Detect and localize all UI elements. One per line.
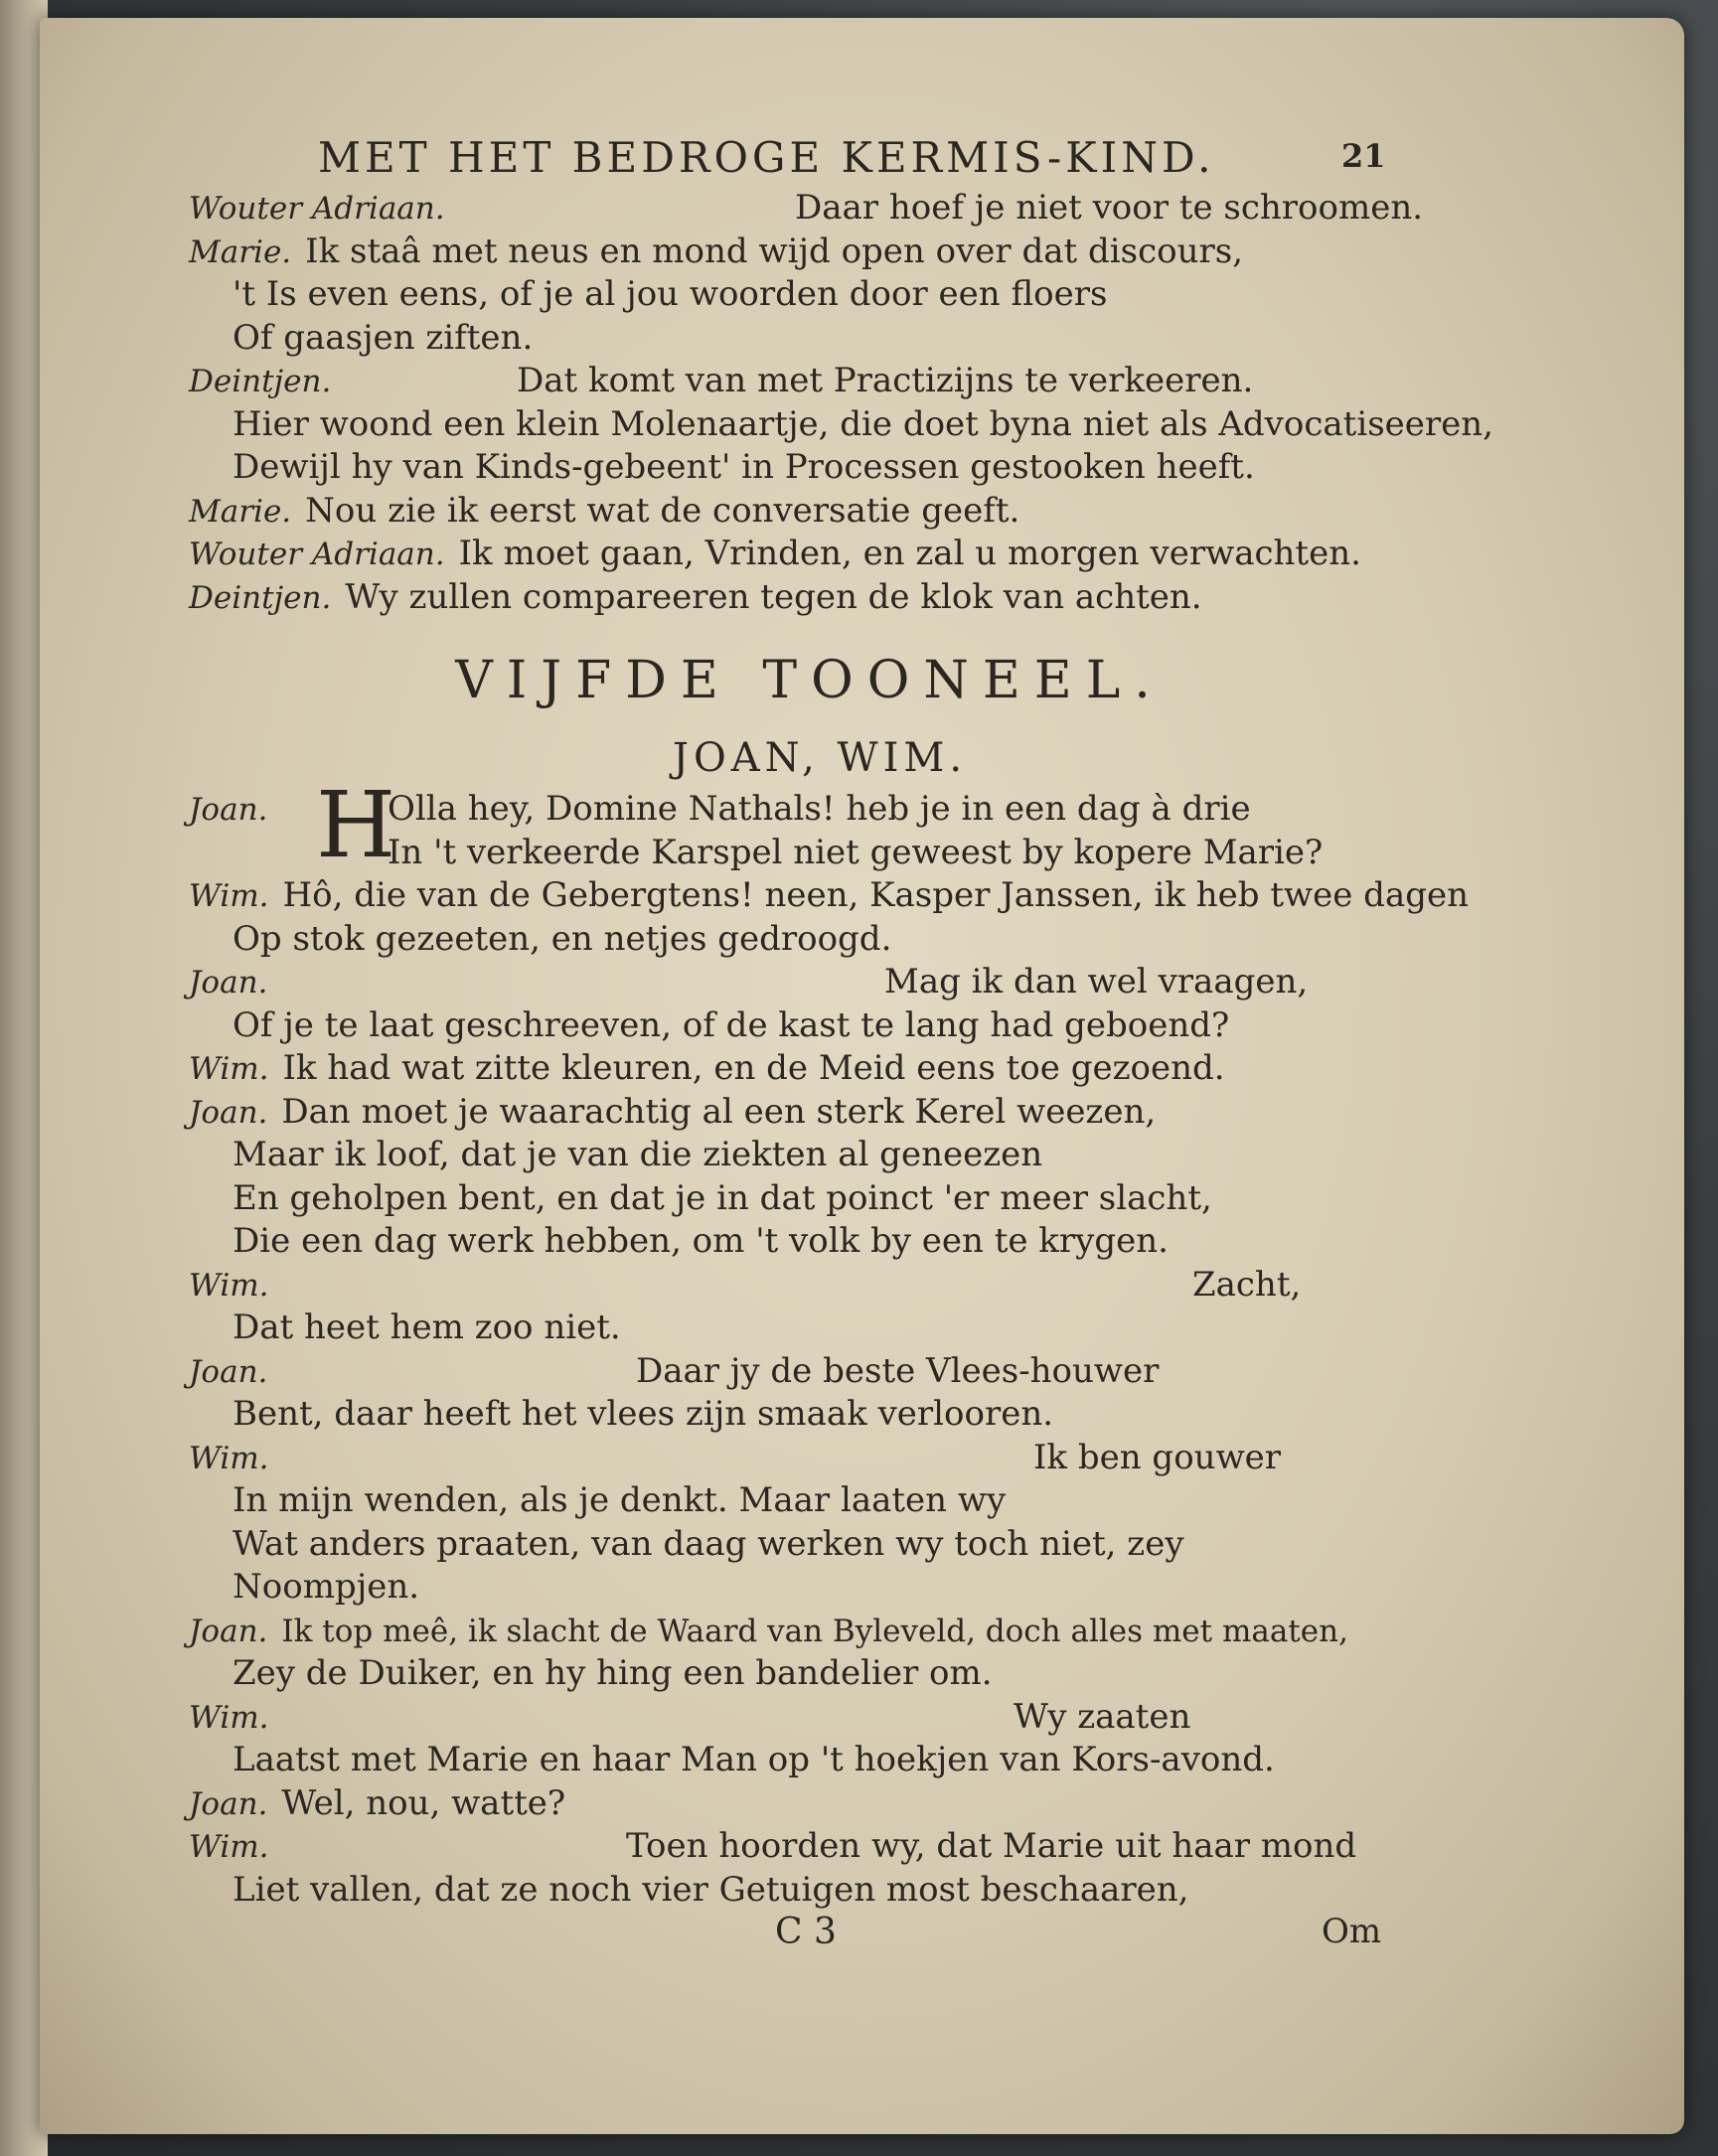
verse-text: Noompjen.: [233, 1567, 420, 1607]
verse-line: [189, 533, 1391, 576]
verse-text: Wy zullen compareeren tegen de klok van achten.: [345, 576, 1202, 617]
verse-line: [189, 1264, 1391, 1308]
verse-text: Ik ben gouwer: [1033, 1437, 1282, 1477]
speaker-name: Wouter Adriaan.: [189, 537, 445, 572]
verse-line: [189, 446, 1391, 490]
verse-text: Wel, nou, watte?: [281, 1782, 566, 1823]
verse-text: Daar jy de beste Vlees-houwer: [636, 1350, 1160, 1391]
speaker-name: Wim.: [189, 1051, 269, 1087]
running-title: MET HET BEDROGE KERMIS-KIND.: [318, 133, 1215, 182]
verse-line: [189, 1091, 1391, 1135]
verse-text: Wat anders praaten, van daag werken wy toch niet, zey: [233, 1523, 1184, 1564]
verse-text: Laatst met Marie en haar Man op 't hoekjen van Kors-avond.: [233, 1740, 1275, 1779]
drop-cap: H: [316, 772, 396, 878]
verse-text: Ik moet gaan, Vrinden, en zal u morgen verwachten.: [458, 534, 1361, 573]
verse-text: Of je te laat geschreeven, of de kast te lang had geboend?: [233, 1004, 1230, 1045]
verse-text: 't Is even eens, of je al jou woorden door een floers: [233, 274, 1108, 314]
verse-text: En geholpen bent, en dat je in dat poinct 'er meer slacht,: [233, 1177, 1212, 1218]
signature-mark: C 3: [775, 1912, 837, 1952]
verse-line: [189, 360, 1391, 403]
verse-line: [189, 317, 1391, 361]
verse-text: Dewijl hy van Kinds-gebeent' in Processen gestooken heeft.: [233, 447, 1255, 487]
verse-line: [189, 231, 1391, 274]
catchword: Om: [1322, 1912, 1382, 1951]
speaker-name: Joan.: [189, 965, 268, 1001]
verse-line: [189, 1134, 1391, 1177]
verse-line: [189, 1739, 1391, 1782]
text-block: [189, 127, 1493, 1961]
verse-text: Hier woond een klein Molenaartje, die doet byna niet als Advocatiseeren,: [233, 403, 1493, 444]
verse-text: Op stok gezeeten, en netjes gedroogd.: [233, 918, 892, 959]
verse-line: [189, 576, 1391, 620]
verse-text: Zey de Duiker, en hy hing een bandelier om.: [233, 1653, 993, 1693]
speaker-name: Wim.: [189, 1267, 269, 1304]
verse-text: Daar hoef je niet voor te schroomen.: [795, 188, 1424, 228]
verse-text: Zacht,: [1192, 1264, 1302, 1305]
verse-text: Of gaasjen ziften.: [233, 317, 534, 358]
page-footer: [189, 1912, 1391, 1961]
verse-text: Liet vallen, dat ze noch vier Getuigen most beschaaren,: [233, 1869, 1189, 1910]
verse-line: [189, 403, 1493, 447]
verse-line: [189, 1307, 1391, 1350]
verse-line: [189, 187, 1424, 231]
verse-text: In mijn wenden, als je denkt. Maar laaten wy: [233, 1480, 1007, 1520]
verse-text: Wy zaaten: [1014, 1696, 1191, 1737]
verse-line: [189, 1782, 1391, 1826]
speaker-name: Joan.: [189, 792, 268, 828]
verse-line: [189, 874, 1470, 918]
verse-text: Bent, daar heeft het vlees zijn smaak verlooren.: [233, 1394, 1054, 1434]
verse-text: Maar ik loof, dat je van die ziekten al geneezen: [233, 1135, 1043, 1174]
speaker-name: Wouter Adriaan.: [189, 191, 445, 227]
verse-line: [189, 1350, 1391, 1394]
verse-line: [189, 1610, 1391, 1653]
speaker-name: Marie.: [189, 233, 292, 270]
book-page: [40, 18, 1684, 2134]
verse-line: [189, 1825, 1391, 1869]
verse-line: [189, 1566, 1391, 1610]
verse-line: [189, 490, 1391, 534]
verse-line: [189, 1437, 1391, 1480]
running-head: [189, 127, 1391, 187]
verse-line: [189, 1177, 1391, 1221]
speaker-name: Wim.: [189, 1440, 269, 1476]
verse-line: [189, 832, 1391, 875]
speaker-name: Joan.: [189, 1094, 268, 1131]
page-number: 21: [1341, 137, 1386, 175]
verse-text: Olla hey, Domine Nathals! heb je in een dag à drie: [388, 789, 1251, 829]
speaker-name: Joan.: [189, 1353, 268, 1390]
verse-line: [189, 1047, 1391, 1091]
scene-heading: VIJFDE TOONEEL.: [455, 651, 1165, 710]
verse-text: In 't verkeerde Karspel niet geweest by kopere Marie?: [388, 832, 1324, 872]
verse-line: [189, 1004, 1391, 1048]
verse-line: [189, 1696, 1391, 1740]
speaker-name: Joan.: [189, 1785, 268, 1822]
speaker-name: Joan.: [189, 1613, 268, 1649]
speaker-name: Wim.: [189, 1699, 269, 1736]
verse-line: [189, 1479, 1391, 1523]
verse-line: [189, 273, 1391, 317]
verse-line: [189, 1652, 1391, 1696]
verse-text: Dat komt van met Practizijns te verkeeren.: [517, 361, 1254, 400]
verse-text: Dat heet hem zoo niet.: [233, 1308, 621, 1347]
scene-cast: JOAN, WIM.: [672, 735, 968, 781]
speaker-name: Marie.: [189, 493, 292, 530]
verse-line: [189, 1523, 1391, 1567]
verse-text: Toen hoorden wy, dat Marie uit haar mond: [626, 1826, 1357, 1866]
verse-line: [189, 918, 1391, 962]
speaker-name: Deintjen.: [189, 579, 332, 616]
verse-line: [189, 1220, 1391, 1264]
verse-text: Mag ik dan wel vraagen,: [884, 962, 1309, 1001]
verse-text: Ik top meê, ik slacht de Waard van Byleveld, doch alles met maaten,: [281, 1613, 1348, 1649]
speaker-name: Wim.: [189, 1829, 269, 1865]
verse-line: [189, 1869, 1391, 1913]
verse-text: Hô, die van de Gebergtens! neen, Kasper Janssen, ik heb twee dagen: [282, 875, 1470, 915]
verse-text: Ik staâ met neus en mond wijd open over dat discours,: [305, 231, 1244, 271]
verse-line: [189, 961, 1391, 1004]
verse-text: Dan moet je waarachtig al een sterk Kerel weezen,: [281, 1091, 1157, 1132]
verse-text: Nou zie ik eerst wat de conversatie geeft.: [305, 490, 1020, 531]
verse-line: [189, 1393, 1391, 1437]
speaker-name: Deintjen.: [189, 364, 332, 399]
verse-text: Ik had wat zitte kleuren, en de Meid eens toe gezoend.: [282, 1048, 1225, 1088]
verse-text: Die een dag werk hebben, om 't volk by een te krygen.: [233, 1221, 1169, 1261]
speaker-name: Wim.: [189, 878, 269, 914]
